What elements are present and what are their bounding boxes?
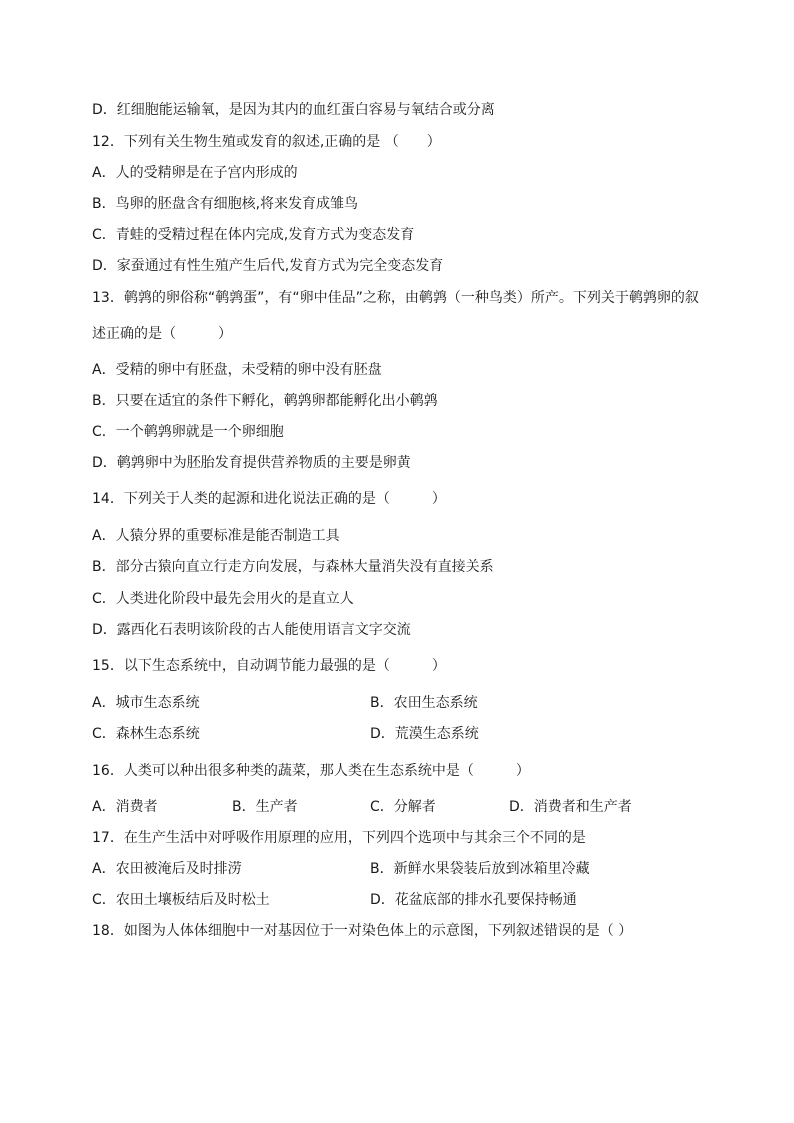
question-16-stem: 16．人类可以种出很多种类的蔬菜，那人类在生态系统中是（ ） [92, 763, 530, 779]
q15-option-a: A．城市生态系统 [92, 695, 200, 711]
question-18-stem: 18．如图为人体体细胞中一对基因位于一对染色体上的示意图，下列叙述错误的是（ ） [92, 923, 633, 939]
q11-option-d: D．红细胞能运输氧，是因为其内的血红蛋白容易与氧结合或分离 [92, 102, 495, 118]
q15-option-b: B．农田生态系统 [370, 695, 478, 711]
question-17-stem: 17．在生产生活中对呼吸作用原理的应用，下列四个选项中与其余三个不同的是 [92, 830, 586, 846]
q16-option-c: C．分解者 [370, 799, 436, 815]
q12-option-d: D．家蚕通过有性生殖产生后代,发育方式为完全变态发育 [92, 258, 444, 274]
q17-option-c: C．农田土壤板结后及时松土 [92, 892, 270, 908]
q12-option-c: C．青蛙的受精过程在体内完成,发育方式为变态发育 [92, 227, 415, 243]
q13-option-c: C．一个鹌鹑卵就是一个卵细胞 [92, 424, 284, 440]
q13-option-d: D．鹌鹑卵中为胚胎发育提供营养物质的主要是卵黄 [92, 455, 411, 471]
q14-option-b: B．部分古猿向直立行走方向发展，与森林大量消失没有直接关系 [92, 559, 494, 575]
q17-option-a: A．农田被淹后及时排涝 [92, 861, 242, 877]
question-15-stem: 15．以下生态系统中，自动调节能力最强的是（ ） [92, 658, 446, 674]
q16-option-d: D．消费者和生产者 [509, 799, 632, 815]
q14-option-c: C．人类进化阶段中最先会用火的是直立人 [92, 591, 354, 607]
q17-option-b: B．新鲜水果袋装后放到冰箱里冷藏 [370, 861, 590, 877]
question-14-stem: 14．下列关于人类的起源和进化说法正确的是（ ） [92, 491, 446, 507]
question-12-stem: 12．下列有关生物生殖或发育的叙述,正确的是 （ ） [92, 134, 441, 150]
question-13-stem-cont: 述正确的是（ ） [92, 326, 232, 342]
q12-option-b: B．鸟卵的胚盘含有细胞核,将来发育成雏鸟 [92, 196, 359, 212]
q16-option-b: B．生产者 [232, 799, 298, 815]
q15-option-d: D．荒漠生态系统 [370, 726, 479, 742]
q17-option-d: D．花盆底部的排水孔要保持畅通 [370, 892, 577, 908]
question-13-stem: 13．鹌鹑的卵俗称“鹌鹑蛋”，有“卵中佳品”之称，由鹌鹑（一种鸟类）所产。下列关于鹌鹑卵的叙 [92, 290, 699, 306]
q14-option-a: A．人猿分界的重要标准是能否制造工具 [92, 528, 340, 544]
q14-option-d: D．露西化石表明该阶段的古人能使用语言文字交流 [92, 622, 411, 638]
q13-option-a: A．受精的卵中有胚盘，未受精的卵中没有胚盘 [92, 362, 382, 378]
q12-option-a: A．人的受精卵是在子宫内形成的 [92, 165, 298, 181]
q13-option-b: B．只要在适宜的条件下孵化，鹌鹑卵都能孵化出小鹌鹑 [92, 393, 438, 409]
q16-option-a: A．消费者 [92, 799, 158, 815]
q15-option-c: C．森林生态系统 [92, 726, 200, 742]
